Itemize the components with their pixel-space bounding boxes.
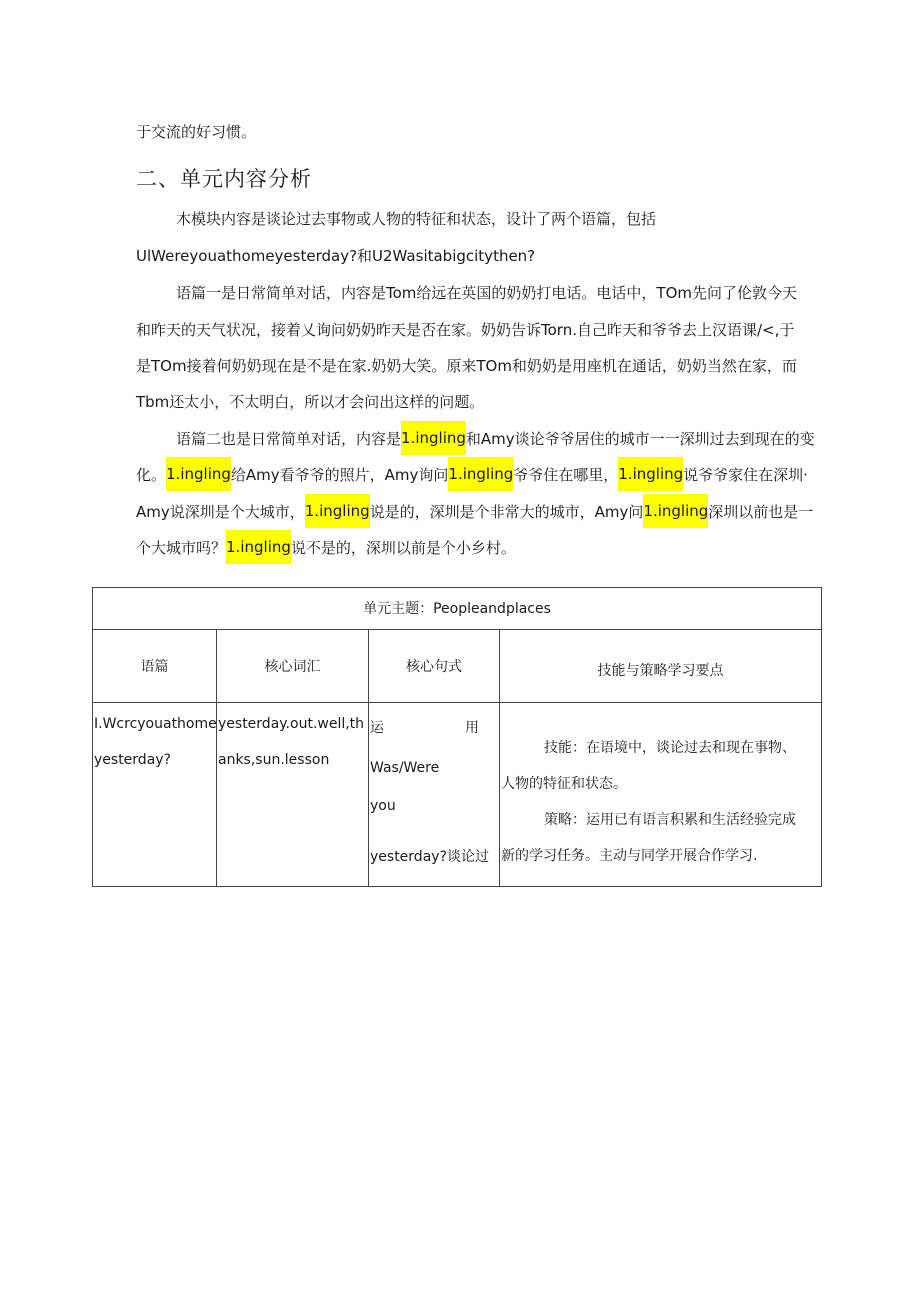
table-header-row bbox=[93, 630, 822, 703]
highlighted-name: 1.ingling bbox=[643, 494, 708, 528]
vocab-cell bbox=[217, 703, 369, 887]
vocab-line2: anks,sun.lesson bbox=[218, 752, 330, 768]
unit-table bbox=[92, 587, 822, 887]
para3-line4 bbox=[136, 538, 516, 558]
para3-text: 化。 bbox=[136, 466, 167, 484]
para3-text: 深圳以前也是一 bbox=[708, 503, 814, 521]
para3-text: 爷爷住在哪里， bbox=[513, 466, 619, 484]
pattern-line2: Was/Were bbox=[370, 760, 440, 776]
header-text-col: 语篇 bbox=[140, 659, 169, 675]
para3-text: 个大城市吗？ bbox=[136, 539, 227, 557]
para3-text: 和Amy谈论爷爷居住的城市一一深圳过去到现在的变 bbox=[465, 430, 815, 448]
para2-line3: 是TOm接着何奶奶现在是不是在家.奶奶大笑。原来TOm和奶奶是用座机在通话，奶奶当然在家，而 bbox=[136, 357, 797, 375]
header-cell bbox=[369, 630, 500, 703]
para3-line1 bbox=[176, 429, 815, 449]
skills-cell bbox=[500, 703, 822, 887]
para3-text: 说爷爷家住在深圳· bbox=[683, 466, 808, 484]
para3-text: 说不是的，深圳以前是个小乡村。 bbox=[290, 539, 516, 557]
para3-text: 语篇二也是日常简单对话，内容是 bbox=[176, 430, 402, 448]
skills-line2: 人物的特征和状态。 bbox=[501, 776, 627, 792]
para2-line4: Tbm还太小，不太明白，所以才会问出这样的问题。 bbox=[136, 393, 485, 411]
para1-line1: 木模块内容是谈论过去事物或人物的特征和状态，设计了两个语篇，包括 bbox=[176, 210, 657, 228]
highlighted-name: 1.ingling bbox=[401, 421, 466, 455]
text-cell bbox=[93, 703, 217, 887]
para3-line2 bbox=[136, 465, 808, 485]
header-cell bbox=[217, 630, 369, 703]
pattern-word1: 运 bbox=[370, 720, 384, 736]
highlighted-name: 1.ingling bbox=[448, 457, 513, 491]
para1-line2: UlWereyouathomeyesterday?和U2Wasitabigcitythen? bbox=[136, 247, 536, 265]
vocab-line1: yesterday.out.well,th bbox=[218, 716, 365, 732]
para3-line3 bbox=[136, 502, 813, 522]
skills-line1: 技能：在语境中，谈论过去和现在事物、 bbox=[544, 740, 796, 756]
highlighted-name: 1.ingling bbox=[226, 530, 291, 564]
pattern-word2: 用 bbox=[465, 720, 479, 736]
theme-cell bbox=[93, 588, 822, 630]
table-row bbox=[93, 703, 822, 887]
header-cell bbox=[93, 630, 217, 703]
skills-line3: 策略：运用已有语言积累和生活经验完成 bbox=[544, 812, 796, 828]
highlighted-name: 1.ingling bbox=[305, 494, 370, 528]
highlighted-name: 1.ingling bbox=[166, 457, 231, 491]
skills-line4: 新的学习任务。主动与同学开展合作学习. bbox=[501, 848, 758, 864]
highlighted-name: 1.ingling bbox=[618, 457, 683, 491]
para3-text: Amy说深圳是个大城市， bbox=[136, 503, 305, 521]
section-heading: 二、单元内容分析 bbox=[136, 167, 312, 191]
header-vocab-col: 核心词汇 bbox=[264, 659, 321, 675]
table-theme-row bbox=[93, 588, 822, 630]
intro-tail-text: 于交流的好习惯。 bbox=[136, 123, 257, 141]
header-cell bbox=[500, 630, 822, 703]
header-skills-col: 技能与策略学习要点 bbox=[597, 663, 724, 679]
pattern-cell bbox=[369, 703, 500, 887]
pattern-line4: yesterday?谈论过 bbox=[370, 849, 489, 865]
text-title-line2: yesterday? bbox=[94, 752, 171, 768]
unit-theme: 单元主题：Peopleandplaces bbox=[363, 601, 551, 617]
pattern-line3: you bbox=[370, 798, 396, 814]
para2-line1: 语篇一是日常简单对话，内容是Tom给远在英国的奶奶打电话。电话中，TOm先问了伦敦今天 bbox=[176, 284, 797, 302]
para3-text: 说是的，深圳是个非常大的城市，Amy问 bbox=[369, 503, 644, 521]
para2-line2: 和昨天的天气状况，接着乂询问奶奶昨天是否在家。奶奶告诉Torn.自己昨天和爷爷去上汉语课/<,于 bbox=[136, 321, 795, 339]
para3-text: 给Amy看爷爷的照片，Amy询问 bbox=[230, 466, 449, 484]
header-pattern-col: 核心句式 bbox=[406, 659, 462, 675]
text-title-line1: I.Wcrcyouathome bbox=[94, 716, 217, 732]
